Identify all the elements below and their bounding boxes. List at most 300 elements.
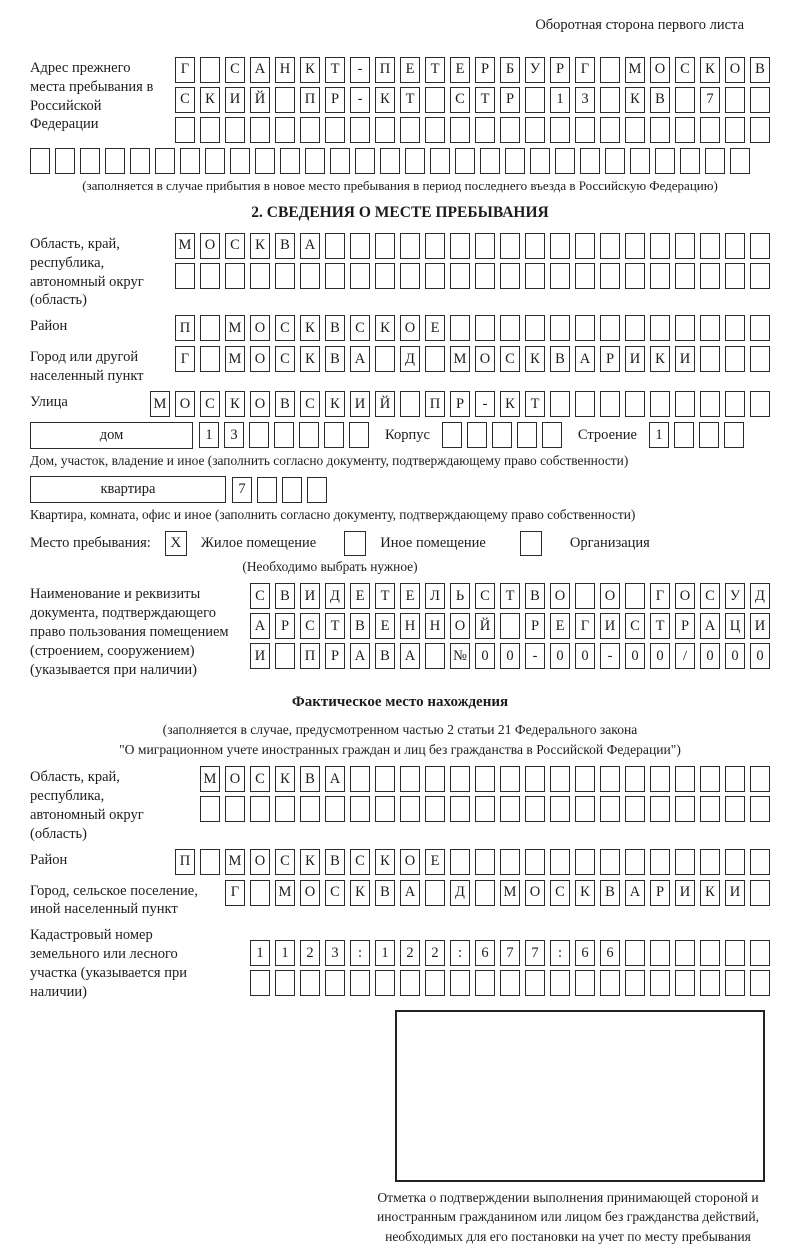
char-cell: В xyxy=(275,391,295,417)
char-cell xyxy=(380,148,400,174)
char-cell xyxy=(605,148,625,174)
char-cell xyxy=(425,263,445,289)
char-cell xyxy=(730,148,750,174)
char-cell xyxy=(675,970,695,996)
char-cell xyxy=(600,87,620,113)
char-cell xyxy=(475,849,495,875)
char-cell: Р xyxy=(550,57,570,83)
char-cell xyxy=(30,148,50,174)
stroenie-label: Строение xyxy=(577,427,637,444)
char-cell xyxy=(600,796,620,822)
char-cell: И xyxy=(350,391,370,417)
actual-city-row xyxy=(225,880,770,906)
prev-address-label: Адрес прежнего места пребывания в Российской Федерации xyxy=(30,59,154,133)
char-cell xyxy=(475,117,495,143)
char-cell xyxy=(525,849,545,875)
char-cell xyxy=(750,315,770,341)
char-cell xyxy=(225,117,245,143)
char-cell xyxy=(500,970,520,996)
char-cell xyxy=(700,940,720,966)
char-cell: О xyxy=(225,766,245,792)
char-cell: Е xyxy=(400,57,420,83)
document-row-3 xyxy=(250,643,770,669)
char-cell xyxy=(375,796,395,822)
char-cell: Й xyxy=(375,391,395,417)
char-cell: Т xyxy=(400,87,420,113)
char-cell xyxy=(55,148,75,174)
char-cell xyxy=(650,391,670,417)
char-cell xyxy=(700,315,720,341)
region-row-1 xyxy=(175,233,770,259)
char-cell xyxy=(725,117,745,143)
char-cell xyxy=(650,849,670,875)
char-cell: Р xyxy=(500,87,520,113)
char-cell: О xyxy=(725,57,745,83)
char-cell: Т xyxy=(500,583,520,609)
char-cell xyxy=(250,880,270,906)
char-cell: Е xyxy=(550,613,570,639)
char-cell xyxy=(280,148,300,174)
char-cell: М xyxy=(225,346,245,372)
char-cell xyxy=(550,117,570,143)
actual-city-label: Город, сельское поселение, иной населенный пункт xyxy=(30,882,198,918)
char-cell xyxy=(700,263,720,289)
char-cell xyxy=(550,391,570,417)
char-cell: 7 xyxy=(500,940,520,966)
char-cell: К xyxy=(300,849,320,875)
char-cell xyxy=(600,233,620,259)
char-cell xyxy=(650,940,670,966)
char-cell xyxy=(230,148,250,174)
actual-region-label: Область, край, республика, автономный округ (область) xyxy=(30,769,144,842)
char-cell: В xyxy=(275,583,295,609)
char-cell xyxy=(355,148,375,174)
char-cell xyxy=(400,233,420,259)
char-cell xyxy=(750,766,770,792)
char-cell xyxy=(600,849,620,875)
char-cell xyxy=(275,796,295,822)
char-cell: 0 xyxy=(725,643,745,669)
char-cell: С xyxy=(300,613,320,639)
char-cell: Е xyxy=(425,315,445,341)
char-cell xyxy=(700,849,720,875)
char-cell: 0 xyxy=(625,643,645,669)
char-cell xyxy=(575,263,595,289)
char-cell: М xyxy=(225,849,245,875)
char-cell xyxy=(200,796,220,822)
char-cell: 2 xyxy=(300,940,320,966)
char-cell xyxy=(675,391,695,417)
char-cell: В xyxy=(375,643,395,669)
char-cell: 3 xyxy=(224,422,244,448)
char-cell xyxy=(550,849,570,875)
char-cell xyxy=(350,233,370,259)
char-cell xyxy=(500,849,520,875)
char-cell xyxy=(175,117,195,143)
confirmation-stamp-box xyxy=(395,1010,765,1182)
char-cell: Р xyxy=(325,87,345,113)
char-cell xyxy=(300,970,320,996)
char-cell: А xyxy=(575,346,595,372)
char-cell xyxy=(500,796,520,822)
char-cell: О xyxy=(400,315,420,341)
actual-location-title: Фактическое место нахождения xyxy=(291,694,509,711)
char-cell xyxy=(750,233,770,259)
char-cell xyxy=(299,422,319,448)
char-cell xyxy=(625,849,645,875)
char-cell: Р xyxy=(475,57,495,83)
apartment-row xyxy=(30,476,770,503)
char-cell xyxy=(275,970,295,996)
char-cell xyxy=(700,346,720,372)
char-cell: Е xyxy=(425,849,445,875)
char-cell: 7 xyxy=(232,477,252,503)
cadastre-label: Кадастровый номер земельного или лесного участка (указывается при наличии) xyxy=(30,927,187,1000)
char-cell xyxy=(699,422,719,448)
char-cell xyxy=(725,391,745,417)
char-cell: 2 xyxy=(425,940,445,966)
char-cell xyxy=(500,315,520,341)
char-cell: К xyxy=(650,346,670,372)
char-cell: А xyxy=(250,57,270,83)
prev-address-row-1 xyxy=(175,57,770,83)
actual-district-row xyxy=(175,849,770,875)
char-cell xyxy=(200,263,220,289)
char-cell: В xyxy=(550,346,570,372)
char-cell: Б xyxy=(500,57,520,83)
char-cell xyxy=(307,477,327,503)
char-cell: Р xyxy=(275,613,295,639)
char-cell: К xyxy=(375,315,395,341)
char-cell xyxy=(625,940,645,966)
char-cell: Р xyxy=(600,346,620,372)
char-cell xyxy=(475,970,495,996)
char-cell: И xyxy=(225,87,245,113)
char-cell: С xyxy=(300,391,320,417)
char-cell xyxy=(275,87,295,113)
char-cell: С xyxy=(175,87,195,113)
char-cell xyxy=(282,477,302,503)
char-cell xyxy=(725,940,745,966)
stamp-caption: Отметка о подтверждении выполнения принимающей стороной и иностранным гражданином или лицом без гражданства действий, необходимых для его постановки на учет по месту пребывания xyxy=(377,1189,759,1245)
char-cell xyxy=(480,148,500,174)
char-cell: К xyxy=(700,57,720,83)
char-cell: Т xyxy=(425,57,445,83)
char-cell: О xyxy=(600,583,620,609)
char-cell: П xyxy=(175,849,195,875)
char-cell: 1 xyxy=(375,940,395,966)
char-cell: Г xyxy=(575,613,595,639)
char-cell: А xyxy=(400,880,420,906)
char-cell: 0 xyxy=(750,643,770,669)
char-cell xyxy=(425,346,445,372)
char-cell: О xyxy=(250,346,270,372)
char-cell: У xyxy=(525,57,545,83)
char-cell xyxy=(750,391,770,417)
char-cell: О xyxy=(475,346,495,372)
region-row-2 xyxy=(175,263,770,289)
char-cell: М xyxy=(275,880,295,906)
char-cell xyxy=(105,148,125,174)
char-cell xyxy=(375,970,395,996)
char-cell xyxy=(675,766,695,792)
char-cell xyxy=(675,87,695,113)
char-cell: А xyxy=(400,643,420,669)
korpus-label: Корпус xyxy=(385,427,430,444)
cadastre-row-2 xyxy=(250,970,770,996)
char-cell: : xyxy=(350,940,370,966)
char-cell xyxy=(442,422,462,448)
char-cell: К xyxy=(525,346,545,372)
char-cell: А xyxy=(325,766,345,792)
option-organization-label: Организация xyxy=(569,534,650,551)
char-cell xyxy=(650,970,670,996)
char-cell: Е xyxy=(350,583,370,609)
char-cell xyxy=(750,880,770,906)
char-cell xyxy=(405,148,425,174)
actual-region-row-2 xyxy=(200,796,770,822)
char-cell xyxy=(205,148,225,174)
char-cell: С xyxy=(225,57,245,83)
char-cell: И xyxy=(725,880,745,906)
char-cell: 2 xyxy=(400,940,420,966)
char-cell: К xyxy=(375,87,395,113)
char-cell: В xyxy=(275,233,295,259)
char-cell: М xyxy=(450,346,470,372)
char-cell: П xyxy=(425,391,445,417)
char-cell xyxy=(650,263,670,289)
char-cell: К xyxy=(300,315,320,341)
char-cell xyxy=(450,766,470,792)
char-cell: 1 xyxy=(275,940,295,966)
char-cell: Т xyxy=(375,583,395,609)
char-cell xyxy=(650,766,670,792)
checkbox-residential: X xyxy=(165,531,187,556)
char-cell: К xyxy=(250,233,270,259)
char-cell xyxy=(750,346,770,372)
char-cell: С xyxy=(550,880,570,906)
char-cell xyxy=(650,233,670,259)
char-cell xyxy=(500,766,520,792)
char-cell xyxy=(725,346,745,372)
char-cell xyxy=(300,796,320,822)
char-cell: Т xyxy=(325,613,345,639)
char-cell: С xyxy=(450,87,470,113)
char-cell xyxy=(575,970,595,996)
char-cell: О xyxy=(250,315,270,341)
char-cell: 6 xyxy=(475,940,495,966)
char-cell xyxy=(275,117,295,143)
char-cell: С xyxy=(625,613,645,639)
char-cell xyxy=(400,766,420,792)
char-cell xyxy=(250,796,270,822)
char-cell: С xyxy=(275,315,295,341)
char-cell: И xyxy=(600,613,620,639)
char-cell: В xyxy=(325,849,345,875)
char-cell: Г xyxy=(225,880,245,906)
char-cell: - xyxy=(600,643,620,669)
char-cell xyxy=(625,391,645,417)
char-cell xyxy=(275,643,295,669)
char-cell xyxy=(725,796,745,822)
char-cell: 0 xyxy=(650,643,670,669)
city-block xyxy=(30,346,770,386)
char-cell xyxy=(450,263,470,289)
char-cell xyxy=(400,117,420,143)
char-cell: П xyxy=(375,57,395,83)
cadastre-row-1 xyxy=(250,940,770,966)
char-cell: П xyxy=(300,643,320,669)
char-cell xyxy=(625,315,645,341)
char-cell xyxy=(700,117,720,143)
char-cell: 1 xyxy=(649,422,669,448)
char-cell xyxy=(674,422,694,448)
stay-type-note: (Необходимо выбрать нужное) xyxy=(242,558,418,574)
char-cell: 0 xyxy=(550,643,570,669)
char-cell: С xyxy=(250,583,270,609)
char-cell xyxy=(525,117,545,143)
prev-address-note: (заполняется в случае прибытия в новое место пребывания в период последнего въезда в Российскую Федерацию) xyxy=(82,177,718,193)
stroenie-cells xyxy=(649,422,744,448)
region-block xyxy=(30,233,770,310)
char-cell xyxy=(475,880,495,906)
char-cell: С xyxy=(250,766,270,792)
option-other-premises-label: Иное помещение xyxy=(380,534,486,551)
char-cell: С xyxy=(500,346,520,372)
stay-type-label: Место пребывания: xyxy=(30,534,151,551)
char-cell xyxy=(530,148,550,174)
char-cell xyxy=(250,117,270,143)
char-cell xyxy=(350,796,370,822)
street-row xyxy=(150,391,770,417)
char-cell: 3 xyxy=(575,87,595,113)
char-cell: А xyxy=(700,613,720,639)
char-cell xyxy=(475,233,495,259)
char-cell xyxy=(350,117,370,143)
char-cell xyxy=(375,233,395,259)
char-cell: Р xyxy=(650,880,670,906)
char-cell: С xyxy=(700,583,720,609)
char-cell xyxy=(200,315,220,341)
prev-address-row-2 xyxy=(175,87,770,113)
char-cell: 0 xyxy=(500,643,520,669)
char-cell xyxy=(725,87,745,113)
char-cell xyxy=(625,117,645,143)
char-cell xyxy=(492,422,512,448)
char-cell: Д xyxy=(450,880,470,906)
char-cell xyxy=(675,263,695,289)
char-cell xyxy=(450,117,470,143)
char-cell xyxy=(400,391,420,417)
char-cell xyxy=(525,315,545,341)
char-cell xyxy=(750,117,770,143)
char-cell xyxy=(575,849,595,875)
char-cell xyxy=(575,766,595,792)
char-cell: М xyxy=(150,391,170,417)
char-cell xyxy=(750,796,770,822)
char-cell xyxy=(455,148,475,174)
char-cell: К xyxy=(325,391,345,417)
char-cell: 0 xyxy=(575,643,595,669)
char-cell: Г xyxy=(650,583,670,609)
char-cell: Г xyxy=(175,57,195,83)
char-cell xyxy=(274,422,294,448)
char-cell: Р xyxy=(675,613,695,639)
char-cell xyxy=(350,263,370,289)
char-cell xyxy=(349,422,369,448)
char-cell: О xyxy=(300,880,320,906)
char-cell xyxy=(600,391,620,417)
char-cell: Л xyxy=(425,583,445,609)
char-cell: № xyxy=(450,643,470,669)
char-cell: И xyxy=(300,583,320,609)
char-cell: В xyxy=(600,880,620,906)
prev-address-block xyxy=(30,57,770,143)
char-cell xyxy=(750,849,770,875)
char-cell: С xyxy=(350,849,370,875)
char-cell xyxy=(467,422,487,448)
char-cell xyxy=(625,766,645,792)
char-cell xyxy=(175,263,195,289)
char-cell xyxy=(505,148,525,174)
char-cell xyxy=(700,970,720,996)
char-cell: Е xyxy=(450,57,470,83)
char-cell: В xyxy=(300,766,320,792)
char-cell xyxy=(324,422,344,448)
char-cell: В xyxy=(350,613,370,639)
document-row-2 xyxy=(250,613,770,639)
char-cell: - xyxy=(350,87,370,113)
char-cell: И xyxy=(675,880,695,906)
char-cell xyxy=(425,970,445,996)
char-cell xyxy=(550,315,570,341)
stay-type-row xyxy=(30,531,770,556)
char-cell xyxy=(550,970,570,996)
char-cell: О xyxy=(200,233,220,259)
char-cell xyxy=(450,849,470,875)
char-cell: А xyxy=(350,643,370,669)
char-cell: В xyxy=(375,880,395,906)
char-cell xyxy=(475,315,495,341)
char-cell xyxy=(705,148,725,174)
char-cell xyxy=(700,766,720,792)
apartment-label-box: квартира xyxy=(30,476,226,503)
actual-location-note-2: "О миграционном учете иностранных граждан и лиц без гражданства в Российской Федерации") xyxy=(119,741,681,757)
char-cell xyxy=(425,796,445,822)
char-cell: К xyxy=(375,849,395,875)
char-cell xyxy=(555,148,575,174)
document-block xyxy=(30,583,770,679)
char-cell xyxy=(700,796,720,822)
char-cell xyxy=(375,346,395,372)
char-cell: Д xyxy=(325,583,345,609)
char-cell xyxy=(375,263,395,289)
prev-address-overflow-row xyxy=(30,148,770,174)
char-cell: 7 xyxy=(700,87,720,113)
char-cell xyxy=(425,233,445,259)
char-cell: : xyxy=(550,940,570,966)
char-cell: - xyxy=(350,57,370,83)
char-cell xyxy=(550,796,570,822)
char-cell xyxy=(550,766,570,792)
apartment-note: Квартира, комната, офис и иное (заполнить согласно документу, подтверждающему право собственности) xyxy=(30,507,636,523)
char-cell: Е xyxy=(400,583,420,609)
char-cell: О xyxy=(400,849,420,875)
char-cell: Р xyxy=(325,643,345,669)
char-cell xyxy=(725,849,745,875)
char-cell xyxy=(655,148,675,174)
char-cell: С xyxy=(325,880,345,906)
